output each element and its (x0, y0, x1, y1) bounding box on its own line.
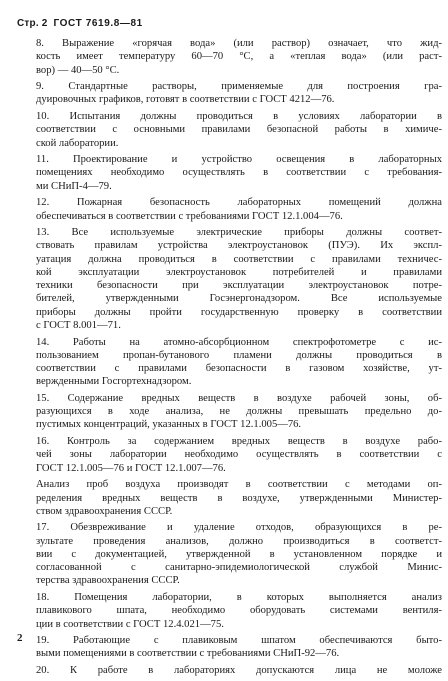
text-line: плавикового шпата, необходимо оборудовать системами вентиля- (36, 605, 442, 617)
text-line: разующихся в ходе анализа, не должны превышать предельно до- (36, 406, 442, 418)
text-line: ской лаборатории. (36, 137, 119, 149)
text-line: зультате проведения анализов, должно производиться в соответст- (36, 535, 442, 547)
paragraph (17, 37, 442, 77)
text-line: 11. Проектирование и устройство освещения в лабораторных (36, 154, 442, 166)
standard-number: ГОСТ 7619.8—81 (53, 18, 143, 29)
text-line: пользованием пропан-бутанового пламени должны проводиться в (36, 349, 442, 361)
page-number: 2 (17, 632, 23, 644)
text-line: ством здравоохранения СССР. (36, 505, 173, 517)
text-line: 13. Все используемые электрические приборы должны соответ- (36, 227, 442, 239)
paragraph (17, 591, 442, 631)
paragraph (17, 110, 442, 150)
text-line: ции в соответствии с ГОСТ 12.4.021—75. (36, 618, 224, 630)
text-line: ГОСТ 12.1.005—76 и ГОСТ 12.1.007—76. (36, 462, 226, 474)
paragraph (17, 196, 442, 223)
text-line: Анализ проб воздуха производят в соответствии с методами оп- (36, 479, 442, 491)
text-line: 10. Испытания должны проводиться в условиях лаборатории в (36, 111, 442, 123)
text-line: с ГОСТ 8.001—71. (36, 319, 121, 331)
paragraph (17, 153, 442, 193)
text-line: 14. Работы на атомно-абсорбционном спектрофотометре с ис- (36, 336, 442, 348)
text-line: пустимых концентраций, указанных в ГОСТ 12.1.005—76. (36, 419, 302, 431)
text-line: помещениях необходимо осуществлять в соответствии с требования- (36, 167, 442, 179)
paragraph (17, 435, 442, 475)
text-line: вии с документацией, утвержденной в установленном порядке и (36, 548, 442, 560)
text-line: ствовать правилам устройства электроустановок (ПУЭ). Их экспл- (36, 240, 442, 252)
paragraph (17, 634, 442, 661)
text-line: 12. Пожарная безопасность лабораторных помещений должна (36, 197, 442, 209)
paragraph (17, 80, 442, 107)
text-line: соответствии с основными правилами безопасной работы в химиче- (36, 124, 442, 136)
text-line: вор) — 40—50 °С. (36, 64, 120, 76)
document-body (17, 37, 442, 681)
page-header (17, 18, 143, 29)
text-line: 9. Стандартные растворы, применяемые для построения гра- (36, 81, 442, 93)
text-line: терства здравоохранения СССР. (36, 575, 180, 587)
text-line: кость имеет температуру 60—70 °С, а «теплая вода» (или раст- (36, 51, 442, 63)
paragraph (17, 664, 442, 677)
text-line: кой эксплуатации электроустановок потребителей и правилами (36, 266, 442, 278)
paragraph (17, 521, 442, 587)
text-line: 19. Работающие с плавиковым шпатом обеспечиваются быто- (36, 635, 442, 647)
text-line: 8. Выражение «горячая вода» (или раствор) означает, что жид- (36, 38, 442, 49)
text-line: приборы должны пройти государственную проверку в соответствии (36, 306, 442, 318)
text-line: уатация должна проводиться в соответствии с правилами техничес- (36, 253, 442, 265)
text-line: согласованной с санитарно-эпидемиологической службой Минис- (36, 562, 442, 574)
text-line: бителей, утвержденными Госэнергонадзором. Все используемые (36, 293, 442, 305)
text-line: вержденными Госгортехнадзором. (36, 376, 192, 388)
text-line: чей зоны лаборатории необходимо осуществлять в соответствии с (36, 449, 442, 461)
paragraph (17, 392, 442, 432)
text-line: 18. Помещения лаборатории, в которых выполняется анализ (36, 592, 442, 604)
text-line: 20. К работе в лабораториях допускаются лица не моложе (36, 665, 442, 677)
text-line: дуировочных графиков, готовят в соответствии с ГОСТ 4212—76. (36, 94, 335, 106)
paragraph (17, 336, 442, 389)
text-line: обеспечиваться в соответствии с требованиями ГОСТ 12.1.004—76. (36, 210, 343, 222)
text-line: соответствии с правилами безопасности в газовом хозяйстве, ут- (36, 363, 442, 375)
text-line: 15. Содержание вредных веществ в воздухе рабочей зоны, об- (36, 392, 442, 404)
paragraph (17, 226, 442, 332)
text-line: 17. Обезвреживание и удаление отходов, образующихся в ре- (36, 522, 442, 534)
text-line: ми СНиП-4—79. (36, 180, 112, 192)
text-line: ределения вредных веществ в воздухе, утвержденными Министер- (36, 492, 442, 504)
text-line: 16. Контроль за содержанием вредных веществ в воздухе рабо- (36, 436, 442, 448)
text-line: выми помещениями в соответствии с требованиями СНиП-92—76. (36, 648, 340, 660)
page-label: Стр. 2 (17, 18, 48, 29)
paragraph (17, 478, 442, 518)
text-line: техники безопасности при эксплуатации электроустановок потре- (36, 280, 442, 292)
